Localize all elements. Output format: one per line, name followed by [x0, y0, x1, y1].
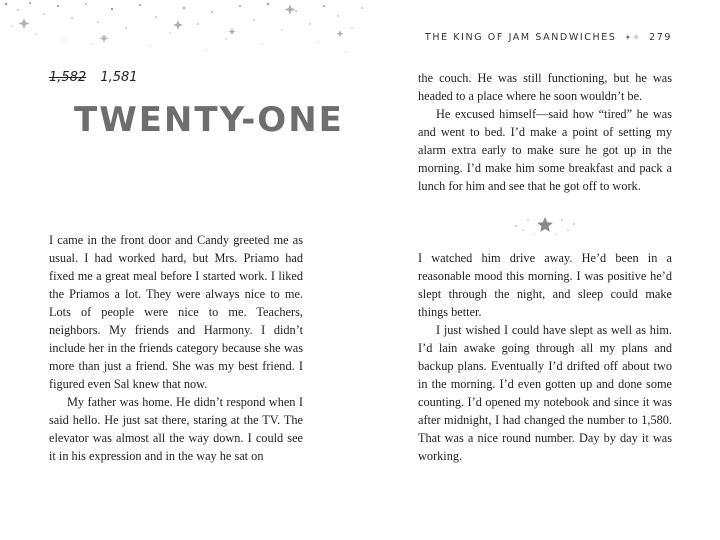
paragraph: I watched him drive away. He’d been in a reasonable mood this morning. I was positive he’d slept through the night, and sleep could make things better.	[418, 251, 672, 319]
star-sparkle-icon	[0, 0, 370, 70]
running-title: THE KING OF JAM SANDWICHES	[424, 32, 617, 43]
sparkle-separator-icon: ✦✧	[624, 33, 642, 42]
star-divider-icon	[512, 210, 578, 240]
right-column-bottom	[418, 249, 672, 465]
paragraph: I came in the front door and Candy greeted me as usual. I had worked hard, but Mrs. Priamo had fixed me a great meal before I started work. I liked the Priamos a lot. They were always nice to me. Lots of people were nice to me. Teachers, neighbors. My friends and Harmony. I didn’t include her in the friends category because she was more than just a friend. She was my best friend. I figured even Sal knew that now.	[49, 233, 303, 391]
chapter-counter	[49, 70, 138, 85]
left-column	[49, 231, 303, 465]
chapter-title: TWENTY-ONE	[74, 100, 344, 140]
paragraph: I just wished I could have slept as well as him. I’d lain awake going through all my plans and backup plans. Eventually I’d drifted off about two in the morning. I’d even gotten up and done some counting. I’d opened my notebook and since it was after midnight, I had changed the number to 1,580. That was a nice round number. Day by day it was working.	[418, 323, 672, 463]
page-number: 279	[649, 32, 672, 43]
running-head	[425, 32, 672, 43]
counter-new-number: 1,581	[100, 70, 138, 85]
paragraph: the couch. He was still functioning, but he was headed to a place where he soon wouldn’t be.	[418, 71, 672, 103]
right-column-top	[418, 69, 672, 195]
paragraph: My father was home. He didn’t respond when I said hello. He just sat there, staring at the TV. The elevator was almost all the way down. I could see it in his expression and in the way he sat on	[49, 395, 303, 463]
paragraph: He excused himself—said how “tired” he was and went to bed. I’d make a point of setting my alarm extra early to make sure he got up in the morning. I’d make him some breakfast and pack a lunch for him and see that he got off to work.	[418, 107, 672, 193]
counter-old-number: 1,582	[49, 70, 87, 85]
